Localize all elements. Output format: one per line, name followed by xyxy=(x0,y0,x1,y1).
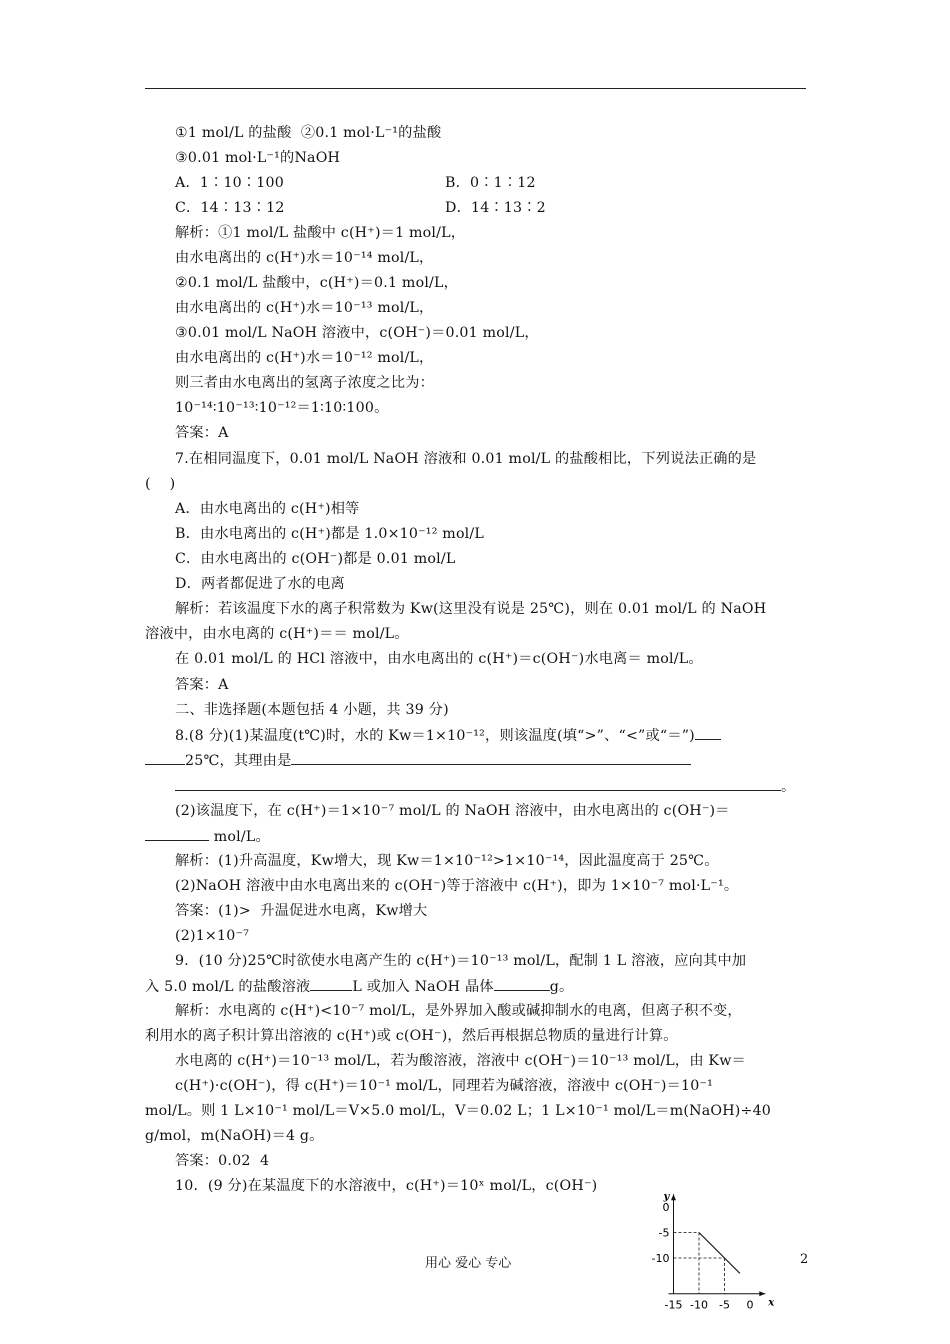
question-10: 10．(9 分)在某温度下的水溶液中，c(H⁺)＝10ˣ mol/L，c(OH⁻) xyxy=(175,1178,598,1194)
graph-axes xyxy=(652,1191,776,1311)
x-tick-label: -15 xyxy=(664,1298,683,1312)
y-axis-label: y xyxy=(663,1191,670,1203)
question-8-part2-cont: mol/L。 xyxy=(145,826,270,847)
text-line: 解析：水电离的 c(H⁺)<10⁻⁷ mol/L，是外界加入酸或碱抑制水的电离，但离子积不变， xyxy=(175,1003,742,1019)
x-axis-label: x xyxy=(768,1297,775,1309)
opt-line-2: ③0.01 mol·L⁻¹的NaOH xyxy=(175,150,341,166)
text-line: 在 0.01 mol/L 的 HCl 溶液中，由水电离出的 c(H⁺)＝c(OH⁻)水电离＝ mol/L。 xyxy=(175,651,703,667)
text-line: ③0.01 mol/L NaOH 溶液中，c(OH⁻)＝0.01 mol/L， xyxy=(175,325,539,341)
text-line: 由水电离出的 c(H⁺)水＝10⁻¹⁴ mol/L， xyxy=(175,250,434,266)
question-7-cont: ( ) xyxy=(145,476,176,492)
y-tick-label: -10 xyxy=(651,1252,670,1265)
choice-d: D．14∶13∶2 xyxy=(445,200,546,216)
section-heading: 二、非选择题(本题包括 4 小题，共 39 分) xyxy=(175,702,449,718)
text-line: 由水电离出的 c(H⁺)水＝10⁻¹³ mol/L， xyxy=(175,300,434,316)
choice-b: B．0∶1∶12 xyxy=(445,175,536,191)
choice-d: D．两者都促进了水的电离 xyxy=(175,576,345,592)
choice-a: A．1∶10∶100 xyxy=(175,175,284,191)
text-line: ②0.1 mol/L 盐酸中，c(H⁺)＝0.1 mol/L， xyxy=(175,275,459,291)
answer-6: 答案：A xyxy=(175,425,229,441)
text-line: 10⁻¹⁴∶10⁻¹³∶10⁻¹²＝1∶10∶100。 xyxy=(175,400,389,416)
graph-marks xyxy=(674,1233,740,1294)
text-line: 解析：若该温度下水的离子积常数为 Kw(这里没有说是 25℃)，则在 0.01 mol/L 的 NaOH xyxy=(175,601,767,617)
choice-b: B．由水电离出的 c(H⁺)都是 1.0×10⁻¹² mol/L xyxy=(175,526,485,542)
y-tick-label: -5 xyxy=(658,1226,670,1240)
question-8-cont: 25℃，其理由是 xyxy=(145,750,691,771)
choice-a: A．由水电离出的 c(H⁺)相等 xyxy=(175,501,360,517)
text-line: 水电离的 c(H⁺)＝10⁻¹³ mol/L，若为酸溶液，溶液中 c(OH⁻)＝10⁻¹³ mol/L，由 Kw＝ xyxy=(175,1053,746,1069)
data-line xyxy=(699,1233,740,1274)
page-number: 2 xyxy=(800,1252,809,1267)
opt-line-1: ①1 mol/L 的盐酸 ②0.1 mol·L⁻¹的盐酸 xyxy=(175,125,442,141)
text-line: mol/L。则 1 L×10⁻¹ mol/L＝V×5.0 mol/L，V＝0.02 L；1 L×10⁻¹ mol/L＝m(NaOH)÷40 xyxy=(145,1103,772,1119)
text-line: (2)NaOH 溶液中由水电离出来的 c(OH⁻)等于溶液中 c(H⁺)，即为 1×10⁻⁷ mol·L⁻¹。 xyxy=(175,878,739,894)
choice-c: C．14∶13∶12 xyxy=(175,200,285,216)
text-line: 利用水的离子积计算出溶液的 c(H⁺)或 c(OH⁻)，然后再根据总物质的量进行计算。 xyxy=(145,1028,678,1044)
answer-7: 答案：A xyxy=(175,677,229,693)
q10-graph xyxy=(650,1175,800,1312)
x-arrow xyxy=(759,1291,765,1296)
x-tick-label: 0 xyxy=(746,1298,754,1312)
text-line: c(H⁺)·c(OH⁻)，得 c(H⁺)＝10⁻¹ mol/L，同理若为碱溶液，溶液中 c(OH⁻)＝10⁻¹ xyxy=(175,1078,714,1094)
text-line: 由水电离出的 c(H⁺)水＝10⁻¹² mol/L， xyxy=(175,350,434,366)
answer-8-2: (2)1×10⁻⁷ xyxy=(175,928,250,944)
text-line: g/mol，m(NaOH)＝4 g。 xyxy=(145,1128,324,1144)
text-line: 解析：①1 mol/L 盐酸中 c(H⁺)＝1 mol/L， xyxy=(175,225,466,241)
header-rule xyxy=(145,88,806,89)
x-tick-label: -10 xyxy=(690,1298,708,1312)
y-tick-label: 0 xyxy=(662,1201,670,1214)
y-arrow xyxy=(671,1194,676,1200)
question-7: 7.在相同温度下，0.01 mol/L NaOH 溶液和 0.01 mol/L 的盐酸相比，下列说法正确的是 xyxy=(175,451,757,467)
question-8-blank: 。 xyxy=(175,776,795,797)
choice-c: C．由水电离出的 c(OH⁻)都是 0.01 mol/L xyxy=(175,551,456,567)
footer-slogan: 用心 爱心 专心 xyxy=(425,1256,512,1271)
x-tick-label: -5 xyxy=(719,1298,730,1312)
answer-9: 答案：0.02 4 xyxy=(175,1153,270,1169)
question-8: 8.(8 分)(1)某温度(t℃)时，水的 Kw＝1×10⁻¹²，则该温度(填“>”、“<”或“＝”) xyxy=(175,725,721,746)
text-line: 溶液中，由水电离的 c(H⁺)＝＝ mol/L。 xyxy=(145,626,409,642)
answer-8: 答案：(1)> 升温促进水电离，Kw增大 xyxy=(175,903,428,919)
question-9: 9．(10 分)25℃时欲使水电离产生的 c(H⁺)＝10⁻¹³ mol/L，配制 1 L 溶液，应向其中加 xyxy=(175,953,747,969)
question-8-part2: (2)该温度下，在 c(H⁺)＝1×10⁻⁷ mol/L 的 NaOH 溶液中，由水电离出的 c(OH⁻)＝ xyxy=(175,803,730,819)
text-line: 则三者由水电离出的氢离子浓度之比为： xyxy=(175,375,434,391)
question-9-cont: 入 5.0 mol/L 的盐酸溶液 L 或加入 NaOH 晶体 g。 xyxy=(145,976,573,997)
text-line: 解析：(1)升高温度，Kw增大，现 Kw＝1×10⁻¹²>1×10⁻¹⁴，因此温度高于 25℃。 xyxy=(175,853,719,869)
